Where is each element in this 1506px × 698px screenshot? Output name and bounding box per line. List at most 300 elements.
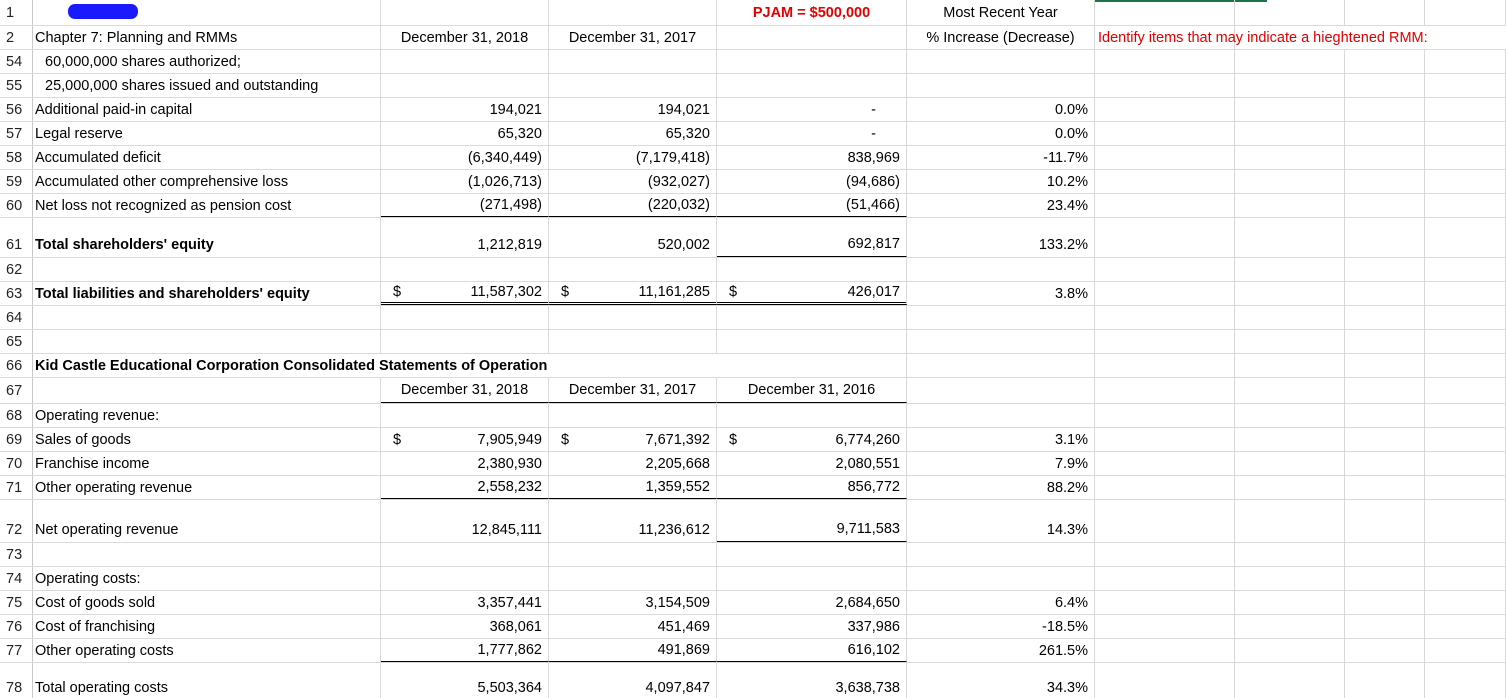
cell[interactable] xyxy=(549,543,717,566)
value-pct[interactable]: -18.5% xyxy=(907,615,1095,638)
label-cell[interactable]: Legal reserve xyxy=(33,122,381,145)
value-2017[interactable]: 1,359,552 xyxy=(549,476,717,499)
cell[interactable] xyxy=(717,404,907,427)
value-2016[interactable] xyxy=(717,428,907,451)
cell[interactable] xyxy=(1345,476,1425,499)
value-2017[interactable]: 520,002 xyxy=(549,218,717,257)
cell[interactable] xyxy=(907,404,1095,427)
value-2017[interactable] xyxy=(549,282,717,305)
value-pct[interactable]: 261.5% xyxy=(907,639,1095,662)
cell[interactable] xyxy=(1235,476,1345,499)
cell[interactable] xyxy=(1235,378,1345,403)
label-cell[interactable]: Additional paid-in capital xyxy=(33,98,381,121)
dollar-sign: $ xyxy=(561,431,570,448)
label-cell[interactable]: Franchise income xyxy=(33,452,381,475)
cell[interactable] xyxy=(1345,404,1425,427)
most-recent-year-cell[interactable]: Most Recent Year xyxy=(907,0,1095,25)
cell[interactable] xyxy=(1345,354,1425,377)
value-2018[interactable] xyxy=(381,428,549,451)
cell[interactable] xyxy=(1345,543,1425,566)
cell[interactable] xyxy=(1095,146,1235,169)
value-2016[interactable]: 2,684,650 xyxy=(717,591,907,614)
cell[interactable] xyxy=(1235,639,1345,662)
row-59 xyxy=(0,170,1506,194)
cell[interactable] xyxy=(1425,146,1506,169)
identify-rmm-cell[interactable]: Identify items that may indicate a hieghtened RMM: xyxy=(1095,26,1235,49)
row-header[interactable]: 61 xyxy=(0,218,33,257)
value-2016[interactable]: 337,986 xyxy=(717,615,907,638)
value-2017[interactable]: 451,469 xyxy=(549,615,717,638)
cell[interactable] xyxy=(1235,452,1345,475)
cell[interactable] xyxy=(907,567,1095,590)
row-77 xyxy=(0,639,1506,663)
row-header[interactable]: 64 xyxy=(0,306,33,329)
value-pct[interactable]: 0.0% xyxy=(907,122,1095,145)
value-2018[interactable]: 5,503,364 xyxy=(381,663,549,698)
cell[interactable] xyxy=(907,50,1095,73)
row-70 xyxy=(0,452,1506,476)
value-2018[interactable]: 194,021 xyxy=(381,98,549,121)
row-header[interactable]: 56 xyxy=(0,98,33,121)
value-2018[interactable]: 2,380,930 xyxy=(381,452,549,475)
cell-F1[interactable] xyxy=(1095,0,1235,25)
cell[interactable] xyxy=(1425,98,1506,121)
label-cell[interactable]: Sales of goods xyxy=(33,428,381,451)
row-header[interactable]: 59 xyxy=(0,170,33,193)
row-58 xyxy=(0,146,1506,170)
col-b-header[interactable]: December 31, 2018 xyxy=(381,26,549,49)
value-2018[interactable]: 2,558,232 xyxy=(381,476,549,499)
cell[interactable] xyxy=(549,74,717,97)
cell[interactable] xyxy=(1345,452,1425,475)
cell[interactable] xyxy=(1345,428,1425,451)
row-60 xyxy=(0,194,1506,218)
row-73 xyxy=(0,543,1506,567)
row-header[interactable]: 76 xyxy=(0,615,33,638)
cell[interactable] xyxy=(381,306,549,329)
cell[interactable] xyxy=(1235,615,1345,638)
cell[interactable] xyxy=(1425,74,1506,97)
cell[interactable] xyxy=(1425,452,1506,475)
label-cell[interactable]: Net loss not recognized as pension cost xyxy=(33,194,381,217)
cell[interactable] xyxy=(549,258,717,281)
value-2018[interactable]: (6,340,449) xyxy=(381,146,549,169)
value-2016[interactable]: 2,080,551 xyxy=(717,452,907,475)
cell[interactable] xyxy=(1235,258,1345,281)
label-cell[interactable]: Accumulated other comprehensive loss xyxy=(33,170,381,193)
cell[interactable] xyxy=(1095,74,1235,97)
row-header[interactable]: 1 xyxy=(0,0,33,25)
label-cell[interactable]: 60,000,000 shares authorized; xyxy=(33,50,381,73)
pjam-cell[interactable]: PJAM = $500,000 xyxy=(717,0,907,25)
value-2016[interactable]: 3,638,738 xyxy=(717,663,907,698)
value-pct[interactable]: 3.8% xyxy=(907,282,1095,305)
statement-title-cell[interactable]: Kid Castle Educational Corporation Consolidated Statements of Operation xyxy=(35,357,548,374)
value-2017[interactable]: (7,179,418) xyxy=(549,146,717,169)
cell[interactable] xyxy=(1345,122,1425,145)
cell[interactable] xyxy=(1345,98,1425,121)
cell[interactable] xyxy=(1095,452,1235,475)
cell[interactable] xyxy=(1235,330,1345,353)
cell[interactable] xyxy=(33,378,381,403)
row-header[interactable]: 65 xyxy=(0,330,33,353)
row-header[interactable]: 2 xyxy=(0,26,33,49)
row-header[interactable]: 77 xyxy=(0,639,33,662)
row-header[interactable]: 69 xyxy=(0,428,33,451)
row-header[interactable]: 62 xyxy=(0,258,33,281)
cell[interactable] xyxy=(1425,354,1506,377)
redacted-name-mark xyxy=(68,4,138,19)
cell[interactable] xyxy=(1425,258,1506,281)
cell[interactable] xyxy=(1425,194,1506,217)
cell[interactable] xyxy=(1235,306,1345,329)
label-cell[interactable]: Other operating revenue xyxy=(33,476,381,499)
cell[interactable] xyxy=(1095,258,1235,281)
cell[interactable] xyxy=(1095,122,1235,145)
row-71 xyxy=(0,476,1506,500)
cell[interactable] xyxy=(1235,74,1345,97)
row-65 xyxy=(0,330,1506,354)
cell[interactable] xyxy=(1235,567,1345,590)
cell[interactable] xyxy=(1095,306,1235,329)
row-78 xyxy=(0,663,1506,698)
pct-change-header[interactable]: % Increase (Decrease) xyxy=(907,26,1095,49)
value-pct[interactable]: -11.7% xyxy=(907,146,1095,169)
cell[interactable] xyxy=(1095,639,1235,662)
row-69 xyxy=(0,428,1506,452)
label-cell[interactable]: Operating revenue: xyxy=(33,404,381,427)
cell[interactable] xyxy=(1345,615,1425,638)
cell[interactable] xyxy=(907,354,1095,377)
cell[interactable] xyxy=(549,306,717,329)
cell-D2[interactable] xyxy=(717,26,907,49)
value-change[interactable]: (51,466) xyxy=(717,194,907,217)
cell[interactable] xyxy=(1425,122,1506,145)
label-cell[interactable]: 25,000,000 shares issued and outstanding xyxy=(33,74,381,97)
row-56 xyxy=(0,98,1506,122)
value-2017[interactable]: (220,032) xyxy=(549,194,717,217)
cell[interactable] xyxy=(1425,567,1506,590)
cell[interactable] xyxy=(907,330,1095,353)
cell[interactable] xyxy=(1345,194,1425,217)
row-68 xyxy=(0,404,1506,428)
value-pct[interactable]: 3.1% xyxy=(907,428,1095,451)
row-header[interactable]: 75 xyxy=(0,591,33,614)
label-cell[interactable]: Total liabilities and shareholders' equity xyxy=(33,282,381,305)
label-cell[interactable]: Total operating costs xyxy=(33,663,381,698)
cell[interactable] xyxy=(1095,330,1235,353)
col-2017-header[interactable]: December 31, 2017 xyxy=(549,378,717,403)
value-change[interactable]: - xyxy=(717,122,907,145)
value-2017[interactable]: 65,320 xyxy=(549,122,717,145)
cell[interactable] xyxy=(1095,50,1235,73)
row-header[interactable]: 55 xyxy=(0,74,33,97)
row-header[interactable]: 72 xyxy=(0,500,33,542)
cell[interactable] xyxy=(1235,122,1345,145)
value-2016[interactable]: 9,711,583 xyxy=(717,500,907,542)
label-cell[interactable]: Accumulated deficit xyxy=(33,146,381,169)
cell[interactable] xyxy=(381,567,549,590)
cell-I1[interactable] xyxy=(1425,0,1506,25)
cell-B1[interactable] xyxy=(381,0,549,25)
cell[interactable] xyxy=(1425,639,1506,662)
cell[interactable] xyxy=(1095,404,1235,427)
cell[interactable] xyxy=(1425,591,1506,614)
row-header[interactable]: 70 xyxy=(0,452,33,475)
value-2017[interactable]: 11,236,612 xyxy=(549,500,717,542)
cell[interactable] xyxy=(717,354,907,377)
value-2018[interactable]: 1,212,819 xyxy=(381,218,549,257)
value-2018[interactable] xyxy=(381,282,549,305)
cell[interactable] xyxy=(381,543,549,566)
cell[interactable] xyxy=(381,50,549,73)
value-2018[interactable]: 12,845,111 xyxy=(381,500,549,542)
value-2017[interactable]: (932,027) xyxy=(549,170,717,193)
cell[interactable] xyxy=(1345,306,1425,329)
value-pct[interactable]: 7.9% xyxy=(907,452,1095,475)
cell[interactable] xyxy=(1235,282,1345,305)
cell[interactable] xyxy=(1345,74,1425,97)
cell[interactable] xyxy=(1425,378,1506,403)
dollar-sign: $ xyxy=(729,284,738,300)
row-75 xyxy=(0,591,1506,615)
value-pct[interactable]: 88.2% xyxy=(907,476,1095,499)
cell[interactable] xyxy=(381,404,549,427)
row-57 xyxy=(0,122,1506,146)
cell[interactable] xyxy=(1345,170,1425,193)
cell[interactable] xyxy=(1095,428,1235,451)
value-2017[interactable]: 491,869 xyxy=(549,639,717,662)
cell[interactable] xyxy=(1235,404,1345,427)
row-header[interactable]: 60 xyxy=(0,194,33,217)
cell[interactable] xyxy=(1095,543,1235,566)
cell[interactable] xyxy=(1425,543,1506,566)
cell[interactable] xyxy=(33,258,381,281)
cell[interactable] xyxy=(1425,218,1506,257)
cell[interactable] xyxy=(907,258,1095,281)
cell[interactable] xyxy=(1425,476,1506,499)
row-header[interactable]: 73 xyxy=(0,543,33,566)
cell[interactable] xyxy=(1345,639,1425,662)
value-text: 6,774,260 xyxy=(835,431,900,448)
row-72 xyxy=(0,500,1506,543)
row-1 xyxy=(0,0,1506,26)
label-cell[interactable]: Cost of goods sold xyxy=(33,591,381,614)
cell[interactable] xyxy=(1345,567,1425,590)
cell[interactable] xyxy=(1235,146,1345,169)
value-2017[interactable]: 3,154,509 xyxy=(549,591,717,614)
value-pct[interactable]: 133.2% xyxy=(907,218,1095,257)
value-2018[interactable]: (271,498) xyxy=(381,194,549,217)
cell[interactable] xyxy=(381,74,549,97)
cell[interactable] xyxy=(1095,98,1235,121)
value-2018[interactable]: 3,357,441 xyxy=(381,591,549,614)
cell[interactable] xyxy=(717,50,907,73)
cell[interactable] xyxy=(549,567,717,590)
cell[interactable] xyxy=(1235,591,1345,614)
cell[interactable] xyxy=(717,543,907,566)
cell[interactable] xyxy=(717,74,907,97)
value-2018[interactable]: 368,061 xyxy=(381,615,549,638)
value-pct[interactable]: 23.4% xyxy=(907,194,1095,217)
cell[interactable] xyxy=(1345,330,1425,353)
row-67 xyxy=(0,378,1506,404)
row-66 xyxy=(0,354,1506,378)
value-change[interactable]: (94,686) xyxy=(717,170,907,193)
cell[interactable] xyxy=(1425,404,1506,427)
label-cell[interactable]: Other operating costs xyxy=(33,639,381,662)
cell-G1[interactable] xyxy=(1235,0,1345,25)
value-pct[interactable]: 34.3% xyxy=(907,663,1095,698)
dollar-sign: $ xyxy=(561,284,570,300)
cell-C1[interactable] xyxy=(549,0,717,25)
value-2017[interactable]: 194,021 xyxy=(549,98,717,121)
cell[interactable] xyxy=(33,543,381,566)
row-62 xyxy=(0,258,1506,282)
cell[interactable] xyxy=(1425,428,1506,451)
row-header[interactable]: 54 xyxy=(0,50,33,73)
cell[interactable] xyxy=(1095,170,1235,193)
cell[interactable] xyxy=(717,306,907,329)
cell[interactable] xyxy=(1235,194,1345,217)
cell[interactable] xyxy=(1095,194,1235,217)
cell[interactable] xyxy=(549,404,717,427)
value-change[interactable]: 692,817 xyxy=(717,218,907,257)
cell[interactable] xyxy=(1235,170,1345,193)
label-cell[interactable]: Cost of franchising xyxy=(33,615,381,638)
cell[interactable] xyxy=(549,330,717,353)
label-cell[interactable]: Total shareholders' equity xyxy=(33,218,381,257)
cell[interactable] xyxy=(1235,428,1345,451)
cell[interactable] xyxy=(1095,378,1235,403)
cell[interactable] xyxy=(1425,500,1506,542)
value-pct[interactable]: 14.3% xyxy=(907,500,1095,542)
row-header[interactable]: 57 xyxy=(0,122,33,145)
cell[interactable] xyxy=(1425,282,1506,305)
cell[interactable] xyxy=(1345,500,1425,542)
value-2016[interactable]: 616,102 xyxy=(717,639,907,662)
cell[interactable] xyxy=(1425,615,1506,638)
cell[interactable] xyxy=(1425,330,1506,353)
label-cell[interactable]: Net operating revenue xyxy=(33,500,381,542)
row-76 xyxy=(0,615,1506,639)
cell[interactable] xyxy=(717,330,907,353)
cell[interactable] xyxy=(717,258,907,281)
value-2018[interactable]: 1,777,862 xyxy=(381,639,549,662)
cell[interactable] xyxy=(1095,567,1235,590)
cell[interactable] xyxy=(1345,218,1425,257)
value-2017[interactable]: 4,097,847 xyxy=(549,663,717,698)
value-change[interactable] xyxy=(717,282,907,305)
cell[interactable] xyxy=(1095,218,1235,257)
value-pct[interactable]: 6.4% xyxy=(907,591,1095,614)
row-61 xyxy=(0,218,1506,258)
cell[interactable] xyxy=(1425,663,1506,698)
cell[interactable] xyxy=(1095,615,1235,638)
cell[interactable] xyxy=(381,258,549,281)
row-55 xyxy=(0,74,1506,98)
row-header[interactable]: 68 xyxy=(0,404,33,427)
value-2018[interactable]: (1,026,713) xyxy=(381,170,549,193)
row-header[interactable]: 58 xyxy=(0,146,33,169)
value-2016[interactable]: 856,772 xyxy=(717,476,907,499)
row-header[interactable]: 67 xyxy=(0,378,33,403)
value-text: 7,671,392 xyxy=(645,431,710,448)
cell[interactable] xyxy=(1345,146,1425,169)
value-change[interactable]: - xyxy=(717,98,907,121)
dollar-sign: $ xyxy=(393,284,402,300)
cell[interactable] xyxy=(33,306,381,329)
cell[interactable] xyxy=(1235,218,1345,257)
value-change[interactable]: 838,969 xyxy=(717,146,907,169)
chapter-title-cell[interactable]: Chapter 7: Planning and RMMs xyxy=(33,26,381,49)
cell[interactable] xyxy=(549,50,717,73)
cell[interactable] xyxy=(907,74,1095,97)
cell[interactable] xyxy=(717,567,907,590)
row-63 xyxy=(0,282,1506,306)
cell[interactable] xyxy=(1095,500,1235,542)
cell[interactable] xyxy=(1235,354,1345,377)
value-2017[interactable] xyxy=(549,428,717,451)
dollar-sign: $ xyxy=(729,431,738,448)
cell[interactable] xyxy=(907,378,1095,403)
cell[interactable] xyxy=(1425,50,1506,73)
cell[interactable] xyxy=(1235,543,1345,566)
row-header[interactable]: 71 xyxy=(0,476,33,499)
cell[interactable] xyxy=(1235,50,1345,73)
cell-H1[interactable] xyxy=(1345,0,1425,25)
cell[interactable] xyxy=(907,306,1095,329)
col-2016-header[interactable]: December 31, 2016 xyxy=(717,378,907,403)
value-text: 426,017 xyxy=(847,284,900,300)
cell[interactable] xyxy=(1235,98,1345,121)
cell[interactable] xyxy=(381,330,549,353)
cell[interactable] xyxy=(1425,170,1506,193)
cell[interactable] xyxy=(1425,306,1506,329)
cell[interactable] xyxy=(1345,282,1425,305)
row-header[interactable]: 63 xyxy=(0,282,33,305)
cell[interactable] xyxy=(33,330,381,353)
label-cell[interactable]: Operating costs: xyxy=(33,567,381,590)
dollar-sign: $ xyxy=(393,431,402,448)
cell[interactable] xyxy=(1095,354,1235,377)
value-pct[interactable]: 0.0% xyxy=(907,98,1095,121)
cell[interactable] xyxy=(1095,476,1235,499)
cell[interactable] xyxy=(1345,591,1425,614)
col-c-header[interactable]: December 31, 2017 xyxy=(549,26,717,49)
cell[interactable] xyxy=(1345,50,1425,73)
value-2018[interactable]: 65,320 xyxy=(381,122,549,145)
cell[interactable] xyxy=(1095,591,1235,614)
cell[interactable] xyxy=(907,543,1095,566)
row-header[interactable]: 74 xyxy=(0,567,33,590)
col-2018-header[interactable]: December 31, 2018 xyxy=(381,378,549,403)
cell[interactable] xyxy=(1235,500,1345,542)
cell[interactable] xyxy=(1095,663,1235,698)
row-header[interactable]: 78 xyxy=(0,663,33,698)
cell[interactable] xyxy=(1235,663,1345,698)
value-pct[interactable]: 10.2% xyxy=(907,170,1095,193)
row-2 xyxy=(0,26,1506,50)
value-2017[interactable]: 2,205,668 xyxy=(549,452,717,475)
cell[interactable] xyxy=(1345,663,1425,698)
cell[interactable] xyxy=(1095,282,1235,305)
row-header[interactable]: 66 xyxy=(0,354,33,377)
cell[interactable] xyxy=(1345,258,1425,281)
cell-A1[interactable] xyxy=(33,0,381,25)
cell[interactable] xyxy=(1345,378,1425,403)
value-text: 11,587,302 xyxy=(470,284,542,300)
